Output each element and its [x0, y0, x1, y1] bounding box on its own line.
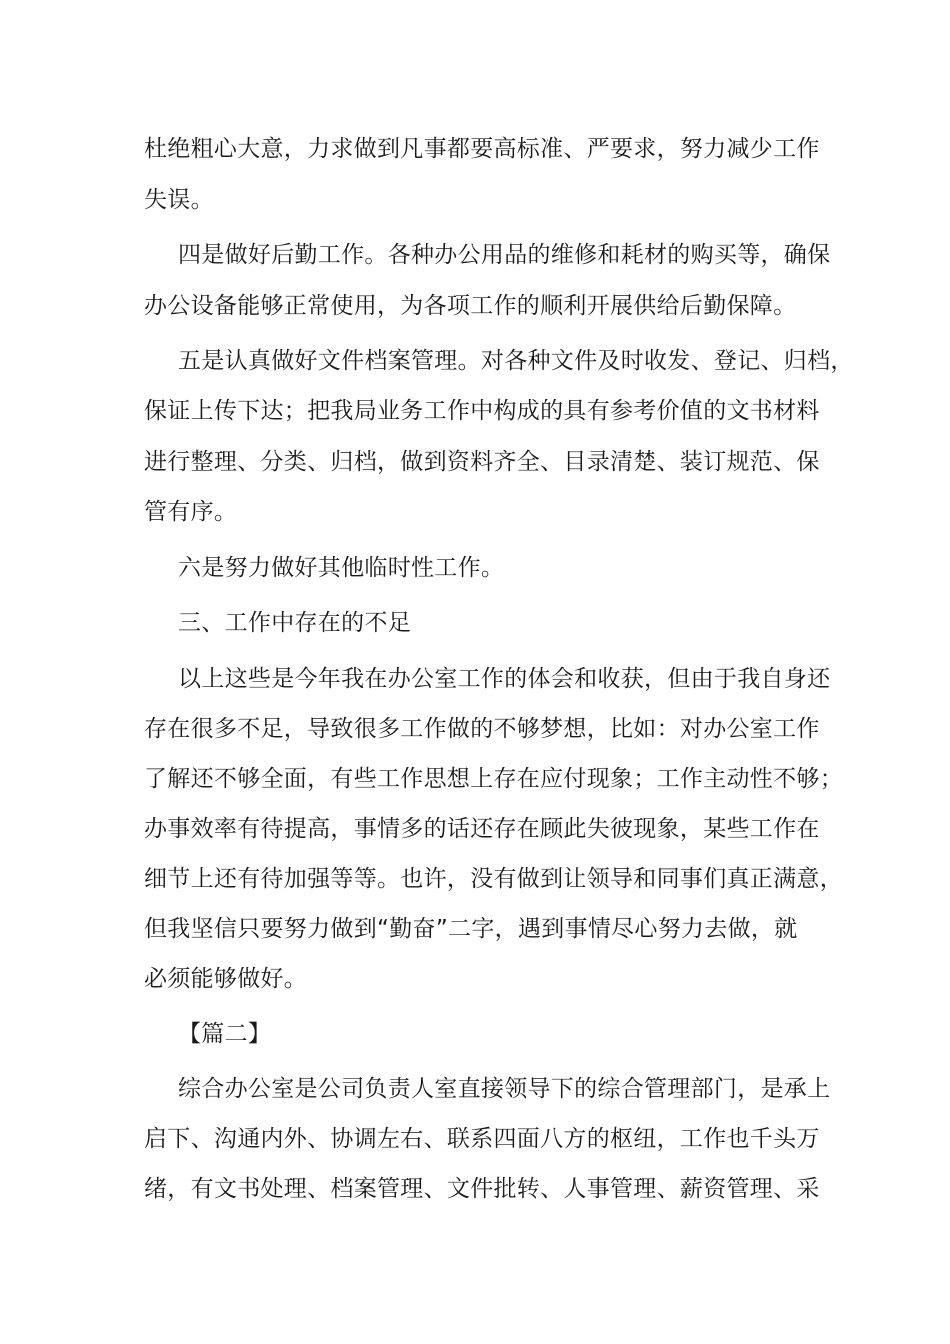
paragraph-6: 六是努力做好其他临时性工作。 — [178, 555, 505, 581]
paragraph-summary-start: 以上这些是今年我在办公室工作的体会和收获，但由于我自身还 — [178, 666, 831, 692]
paragraph-part-two-start: 综合办公室是公司负责人室直接领导下的综合管理部门，是承上 — [178, 1076, 831, 1102]
text-line: 细节上还有待加强等等。也许，没有做到让领导和同事们真正满意， — [144, 866, 843, 892]
text-line: 办公设备能够正常使用，为各项工作的顺利开展供给后勤保障。 — [144, 293, 797, 319]
paragraph-5-start: 五是认真做好文件档案管理。对各种文件及时收发、登记、归档， — [178, 348, 854, 374]
text-line: 失误。 — [144, 187, 214, 213]
text-line: 绪，有文书处理、档案管理、文件批转、人事管理、薪资管理、采 — [144, 1176, 820, 1202]
text-line: 了解还不够全面，有些工作思想上存在应付现象；工作主动性不够； — [144, 766, 843, 792]
paragraph-4-start: 四是做好后勤工作。各种办公用品的维修和耗材的购买等，确保 — [178, 242, 831, 268]
text-line: 进行整理、分类、归档，做到资料齐全、目录清楚、装订规范、保 — [144, 449, 820, 475]
text-line: 启下、沟通内外、协调左右、联系四面八方的枢纽，工作也千头万 — [144, 1126, 820, 1152]
text-line: 管有序。 — [144, 499, 238, 525]
text-line: 杜绝粗心大意，力求做到凡事都要高标准、严要求，努力减少工作 — [144, 136, 820, 162]
text-line: 存在很多不足，导致很多工作做的不够梦想，比如：对办公室工作 — [144, 716, 820, 742]
section-heading: 三、工作中存在的不足 — [178, 610, 411, 636]
text-line: 必须能够做好。 — [144, 966, 308, 992]
text-line: 但我坚信只要努力做到“勤奋”二字，遇到事情尽心努力去做，就 — [144, 916, 798, 942]
text-line: 办事效率有待提高，事情多的话还存在顾此失彼现象，某些工作在 — [144, 816, 820, 842]
text-line: 保证上传下达；把我局业务工作中构成的具有参考价值的文书材料 — [144, 398, 820, 424]
part-two-heading: 【篇二】 — [178, 1021, 272, 1047]
